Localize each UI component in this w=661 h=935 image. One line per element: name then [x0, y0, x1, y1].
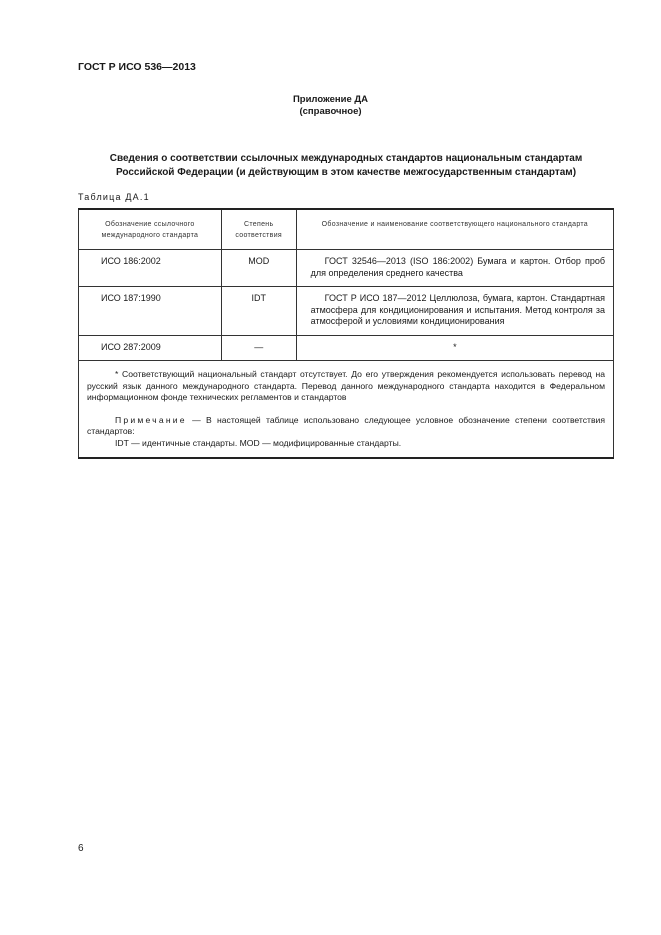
- section-heading-line-1: Сведения о соответствии ссылочных международных стандартов национальным стандартам: [109, 153, 583, 164]
- cell-national: ГОСТ Р ИСО 187—2012 Целлюлоза, бумага, картон. Стандартная атмосфера для кондиционирования и испытания. Метод контроля за атмосферой и условиями кондиционирования: [296, 287, 613, 336]
- correspondence-table: [78, 208, 614, 459]
- cell-ref: ИСО 186:2002: [79, 250, 222, 287]
- table-footnote: * Соответствующий национальный стандарт отсутствует. До его утверждения рекомендуется использовать перевод на русский язык данного международного стандарта. Перевод данного международного стандарта находится в Федеральном информационном фонде технических регламентов и стандартов: [87, 369, 605, 402]
- column-header-degree: Степень соответствия: [221, 209, 296, 250]
- column-header-ref: Обозначение ссылочного международного стандарта: [79, 209, 222, 250]
- document-code: ГОСТ Р ИСО 536—2013: [78, 61, 196, 73]
- cell-ref: ИСО 187:1990: [79, 287, 222, 336]
- table-note: [87, 415, 605, 438]
- cell-national: ГОСТ 32546—2013 (ISO 186:2002) Бумага и картон. Отбор проб для определения среднего качества: [296, 250, 613, 287]
- cell-degree: —: [221, 335, 296, 361]
- table-row: [79, 287, 614, 336]
- table-notes-row: [79, 361, 614, 459]
- appendix-title-text: Приложение ДА: [292, 94, 369, 105]
- section-heading: [78, 152, 614, 180]
- table-note-legend: IDT — идентичные стандарты. MOD — модифицированные стандарты.: [115, 437, 402, 448]
- note-label: Примечание: [115, 414, 187, 425]
- appendix-subtitle-text: (справочное): [299, 106, 362, 117]
- cell-national: *: [296, 335, 613, 361]
- page-number: 6: [78, 843, 84, 854]
- table-header-row: [79, 209, 614, 250]
- appendix-subtitle: [0, 106, 661, 117]
- appendix-title: [0, 94, 661, 105]
- cell-ref: ИСО 287:2009: [79, 335, 222, 361]
- table-row: [79, 250, 614, 287]
- table-notes: [79, 361, 614, 459]
- section-heading-line-2: Российской Федерации (и действующим в этом качестве межгосударственным стандартам): [115, 167, 577, 178]
- table-caption: Таблица ДА.1: [78, 192, 150, 202]
- cell-degree: MOD: [221, 250, 296, 287]
- column-header-national: Обозначение и наименование соответствующего национального стандарта: [296, 209, 613, 250]
- table-row: [79, 335, 614, 361]
- note-text: — В настоящей таблице использовано следующее условное обозначение степени соответствия стандартов:: [87, 414, 605, 436]
- cell-degree: IDT: [221, 287, 296, 336]
